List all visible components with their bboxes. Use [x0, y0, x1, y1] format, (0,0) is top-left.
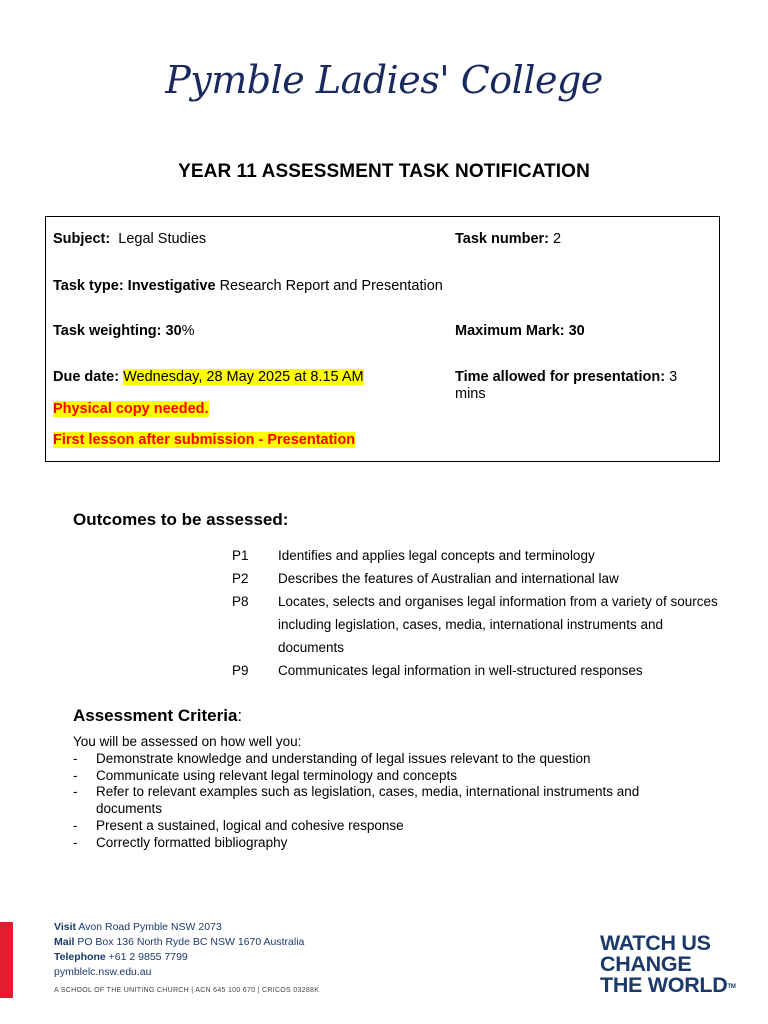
physical-copy-text: Physical copy needed.	[53, 401, 209, 417]
outcome-code: P1	[232, 548, 249, 563]
bullet-dash: -	[73, 817, 78, 833]
criteria-item	[73, 818, 656, 835]
time-allowed-field	[455, 369, 705, 403]
footer-visit	[54, 920, 319, 935]
mail-label: Mail	[54, 936, 75, 948]
task-number-label: Task number:	[455, 231, 550, 247]
criteria-item	[73, 784, 656, 818]
task-type-label: Task type: Investigative	[53, 278, 216, 294]
outcome-item	[232, 659, 718, 682]
outcome-item	[232, 590, 718, 659]
outcome-text: Locates, selects and organises legal information from a variety of sources including legislation, cases, media, international instruments and documents	[278, 594, 718, 655]
criteria-text: Communicate using relevant legal terminology and concepts	[96, 767, 457, 783]
task-number-field	[455, 231, 561, 248]
criteria-text: Present a sustained, logical and cohesive response	[96, 817, 404, 833]
task-type-field	[53, 278, 443, 295]
telephone-label: Telephone	[54, 951, 106, 963]
mail-value: PO Box 136 North Ryde BC NSW 1670 Australia	[77, 936, 305, 948]
subject-value: Legal Studies	[118, 231, 207, 247]
criteria-list	[73, 734, 656, 852]
criteria-item	[73, 751, 656, 768]
criteria-text: Refer to relevant examples such as legislation, cases, media, international instruments and documents	[96, 784, 640, 817]
bullet-dash: -	[73, 784, 78, 800]
bullet-dash: -	[73, 750, 78, 766]
footer-contact	[54, 920, 319, 998]
footer-telephone	[54, 950, 319, 965]
presentation-text: First lesson after submission - Presentation	[53, 432, 356, 448]
slogan-line-3	[600, 975, 736, 996]
outcome-code: P9	[232, 663, 249, 678]
task-weighting-label: Task weighting: 30	[53, 323, 182, 339]
outcome-text: Communicates legal information in well-structured responses	[278, 663, 643, 678]
school-logo: Pymble Ladies' College	[165, 58, 603, 102]
outcome-item	[232, 567, 718, 590]
physical-copy-note	[53, 401, 209, 418]
criteria-heading-text: Assessment Criteria	[73, 706, 238, 725]
maximum-mark-label: Maximum Mark: 30	[455, 323, 585, 339]
outcome-text: Describes the features of Australian and international law	[278, 571, 619, 586]
task-weighting-unit: %	[181, 323, 195, 339]
time-allowed-label: Time allowed for presentation:	[455, 369, 666, 385]
trademark-mark: TM	[727, 984, 736, 990]
criteria-text: Correctly formatted bibliography	[96, 834, 288, 850]
outcome-code: P8	[232, 594, 249, 609]
slogan	[600, 933, 736, 996]
slogan-line-1: WATCH US	[600, 931, 711, 955]
maximum-mark-field	[455, 323, 585, 340]
due-date-value: Wednesday, 28 May 2025 at 8.15 AM	[123, 369, 364, 385]
task-type-value: Research Report and Presentation	[219, 278, 443, 294]
outcome-text: Identifies and applies legal concepts and terminology	[278, 548, 595, 563]
slogan-line-2: CHANGE	[600, 952, 692, 976]
document-title: YEAR 11 ASSESSMENT TASK NOTIFICATION	[178, 161, 590, 182]
visit-label: Visit	[54, 921, 76, 933]
due-date-label: Due date:	[53, 369, 120, 385]
criteria-item	[73, 835, 656, 852]
criteria-item	[73, 768, 656, 785]
task-info-box	[45, 216, 720, 462]
criteria-intro: You will be assessed on how well you:	[73, 734, 302, 749]
outcome-item	[232, 544, 718, 567]
subject-label: Subject:	[53, 231, 111, 247]
footer-accent-bar	[0, 922, 13, 998]
slogan-line-3-text: THE WORLD	[600, 973, 728, 997]
task-number-value: 2	[553, 231, 562, 247]
task-weighting-field	[53, 323, 195, 340]
footer-mail	[54, 935, 319, 950]
visit-value: Avon Road Pymble NSW 2073	[78, 921, 222, 933]
time-allowed-value: 3 mins	[455, 369, 678, 402]
presentation-note	[53, 432, 355, 449]
criteria-text: Demonstrate knowledge and understanding of legal issues relevant to the question	[96, 750, 591, 766]
criteria-heading	[73, 706, 242, 726]
telephone-value: +61 2 9855 7799	[108, 951, 188, 963]
outcomes-list	[232, 544, 718, 682]
bullet-dash: -	[73, 834, 78, 850]
due-date-field	[53, 369, 364, 386]
footer-website-link[interactable]: pymblelc.nsw.edu.au	[54, 966, 152, 978]
criteria-heading-colon: :	[237, 706, 243, 725]
outcome-code: P2	[232, 571, 249, 586]
bullet-dash: -	[73, 767, 78, 783]
outcomes-heading: Outcomes to be assessed:	[73, 510, 289, 529]
subject-field	[53, 231, 206, 248]
footer-tagline: A SCHOOL OF THE UNITING CHURCH | ACN 645 100 670 | CRICOS 03288K	[54, 987, 320, 994]
